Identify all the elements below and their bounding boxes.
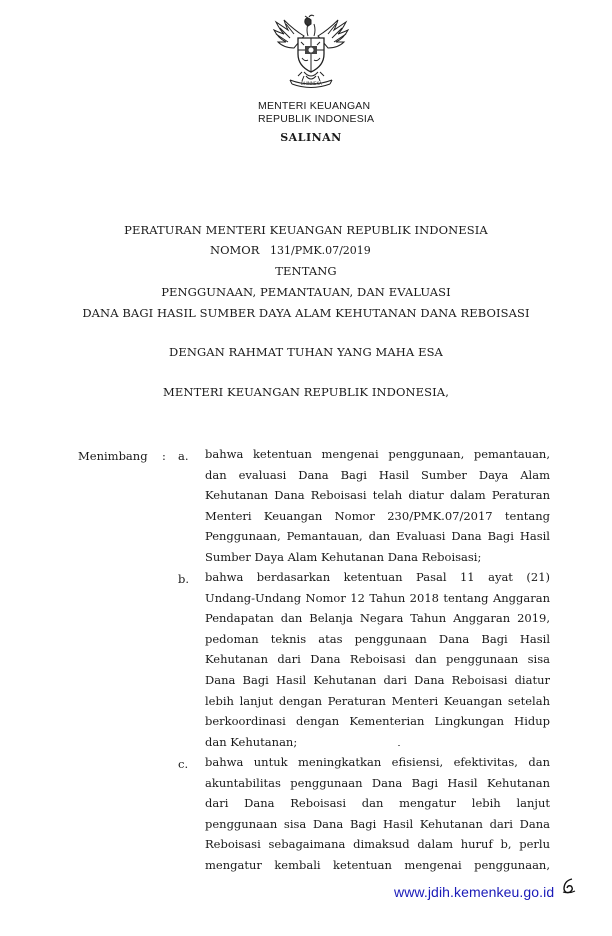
item-letter-a: a. xyxy=(178,449,189,463)
text-line: Sumber Daya Alam Kehutanan Dana Reboisasi; xyxy=(205,549,482,564)
number-value: 131/PMK.07/2019 xyxy=(270,244,371,257)
subject-line-2: DANA BAGI HASIL SUMBER DAYA ALAM KEHUTANAN DANA REBOISASI xyxy=(82,306,530,320)
footer-url-link[interactable]: www.jdih.kemenkeu.go.id xyxy=(394,884,555,900)
number-label: NOMOR xyxy=(210,243,260,257)
blessing-line: DENGAN RAHMAT TUHAN YANG MAHA ESA xyxy=(169,345,443,359)
ministry-header xyxy=(258,100,374,126)
considering-colon: : xyxy=(162,449,166,463)
considering-item-c xyxy=(205,752,550,876)
text-line: mengatur kembali ketentuan mengenai penggunaan, xyxy=(205,857,550,872)
scan-speck xyxy=(398,745,400,746)
text-line: pedoman teknis atas penggunaan Dana Bagi Hasil xyxy=(205,631,550,646)
text-line: bahwa berdasarkan ketentuan Pasal 11 ayat (21) xyxy=(205,570,550,584)
text-line: penggunaan sisa Dana Bagi Hasil Kehutanan dari Dana xyxy=(205,816,550,831)
copy-label: SALINAN xyxy=(280,131,342,144)
regulation-title: PERATURAN MENTERI KEUANGAN REPUBLIK INDONESIA xyxy=(124,223,488,237)
text-line: Kehutanan Dana Reboisasi telah diatur dalam Peraturan xyxy=(205,488,550,503)
text-line: lebih lanjut dengan Peraturan Menteri Keuangan setelah xyxy=(205,693,550,708)
regulation-number xyxy=(210,243,371,257)
text-line: akuntabilitas penggunaan Dana Bagi Hasil Kehutanan xyxy=(205,775,550,790)
text-line: Menteri Keuangan Nomor 230/PMK.07/2017 tentang xyxy=(205,508,550,523)
text-line: dan Kehutanan; xyxy=(205,734,298,749)
garuda-emblem-icon xyxy=(268,14,354,94)
text-line: Penggunaan, Pemantauan, dan Evaluasi Dana Bagi Hasil xyxy=(205,529,550,544)
considering-item-b xyxy=(205,567,550,752)
text-line: Kehutanan dari Dana Reboisasi dan penggunaan sisa xyxy=(205,652,550,667)
item-letter-c: c. xyxy=(178,757,189,771)
text-line: bahwa ketentuan mengenai penggunaan, pemantauan, xyxy=(205,447,550,461)
text-line: berkoordinasi dengan Kementerian Lingkungan Hidup xyxy=(205,714,550,729)
text-line: Dana Bagi Hasil Kehutanan dari Dana Reboisasi diatur xyxy=(205,672,550,687)
country-name: REPUBLIK INDONESIA xyxy=(258,113,375,125)
issuer-line: MENTERI KEUANGAN REPUBLIK INDONESIA, xyxy=(163,385,449,399)
text-line: dan evaluasi Dana Bagi Hasil Sumber Daya Alam xyxy=(205,467,550,482)
ministry-name: MENTERI KEUANGAN xyxy=(258,100,371,112)
text-line: bahwa untuk meningkatkan efisiensi, efektivitas, dan xyxy=(205,755,550,769)
text-line: Pendapatan dan Belanja Negara Tahun Anggaran 2019, xyxy=(205,611,550,626)
item-letter-b: b. xyxy=(178,572,190,586)
considering-label: Menimbang xyxy=(78,449,148,463)
text-line: Reboisasi sebagaimana dimaksud dalam huruf b, perlu xyxy=(205,837,550,852)
text-line: dari Dana Reboisasi dan mengatur lebih lanjut xyxy=(205,796,550,811)
about-label: TENTANG xyxy=(275,264,337,278)
text-line: Undang-Undang Nomor 12 Tahun 2018 tentang Anggaran xyxy=(205,590,550,605)
subject-line-1: PENGGUNAAN, PEMANTAUAN, DAN EVALUASI xyxy=(161,285,451,299)
svg-text:BHINNEKA: BHINNEKA xyxy=(301,81,322,86)
handwritten-mark-icon xyxy=(560,876,578,896)
considering-item-a xyxy=(205,444,550,568)
